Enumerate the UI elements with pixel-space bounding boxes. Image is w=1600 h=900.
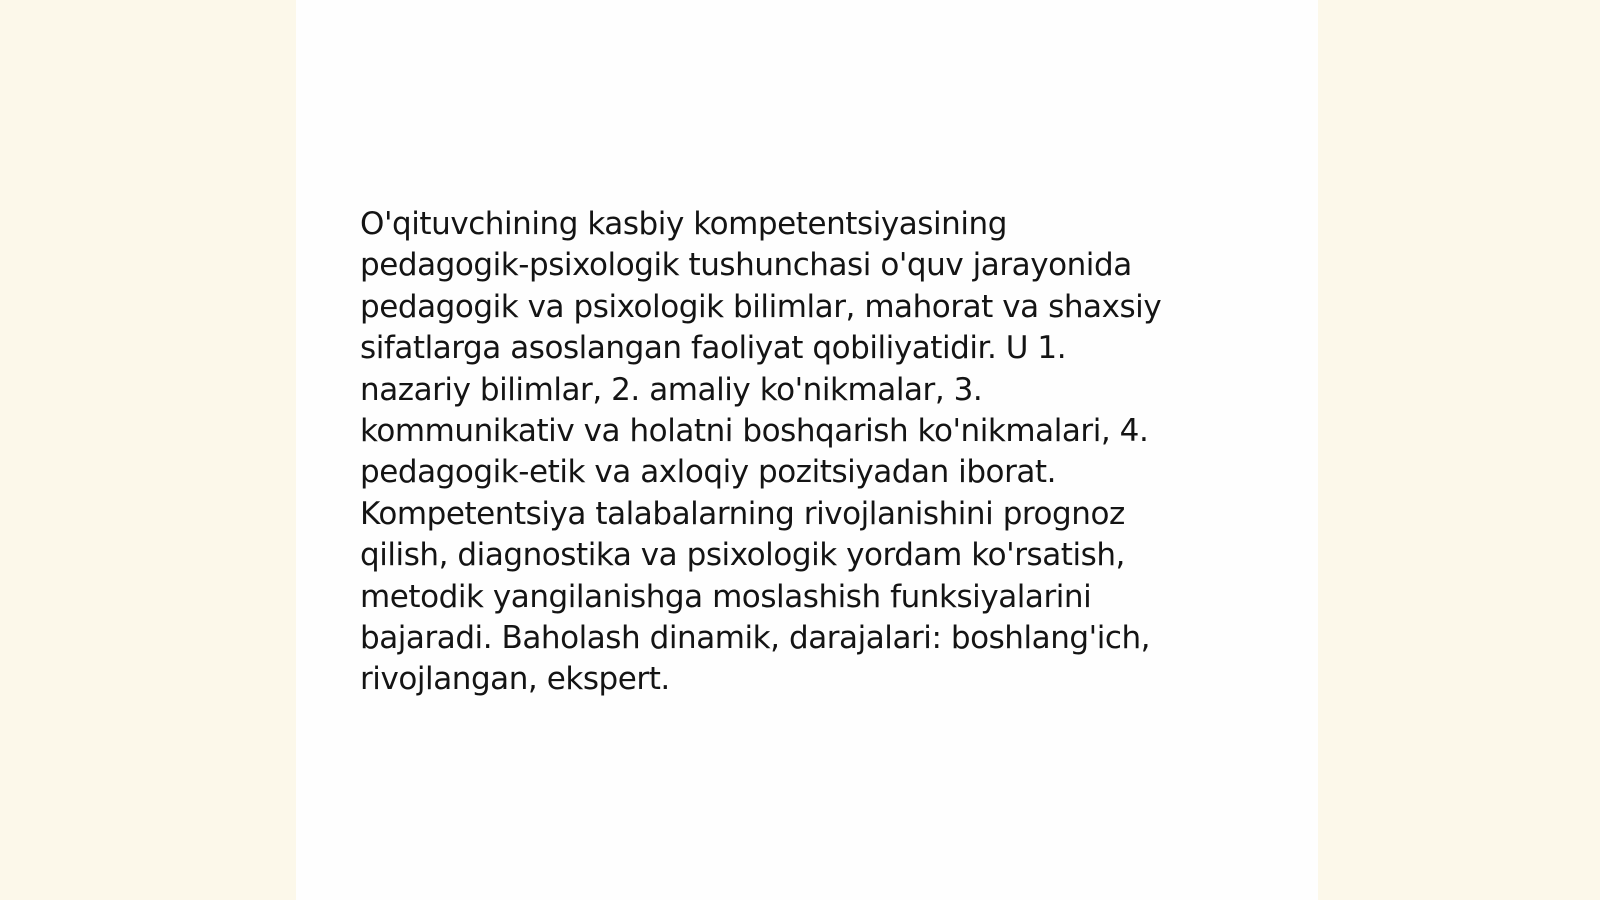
- slide-body-text: [360, 204, 1260, 701]
- text-line: kommunikativ va holatni boshqarish ko'nikmalari, 4.: [360, 413, 1149, 450]
- text-line: Kompetentsiya talabalarning rivojlanishini prognoz: [360, 495, 1125, 532]
- text-line: pedagogik va psixologik bilimlar, mahorat va shaxsiy: [360, 288, 1162, 325]
- text-line: qilish, diagnostika va psixologik yordam ko'rsatish,: [360, 537, 1125, 574]
- slide-panel: [296, 0, 1318, 900]
- text-line: metodik yangilanishga moslashish funksiyalarini: [360, 578, 1092, 615]
- text-line: O'qituvchining kasbiy kompetentsiyasining: [360, 206, 1007, 242]
- text-line: pedagogik-psixologik tushunchasi o'quv jarayonida: [360, 247, 1132, 284]
- text-line: sifatlarga asoslangan faoliyat qobiliyatidir. U 1.: [360, 330, 1067, 367]
- text-line: rivojlangan, ekspert.: [360, 661, 670, 698]
- text-line: pedagogik-etik va axloqiy pozitsiyadan iborat.: [360, 454, 1057, 491]
- text-line: bajaradi. Baholash dinamik, darajalari: boshlang'ich,: [360, 620, 1151, 657]
- text-line: nazariy bilimlar, 2. amaliy ko'nikmalar, 3.: [360, 371, 983, 408]
